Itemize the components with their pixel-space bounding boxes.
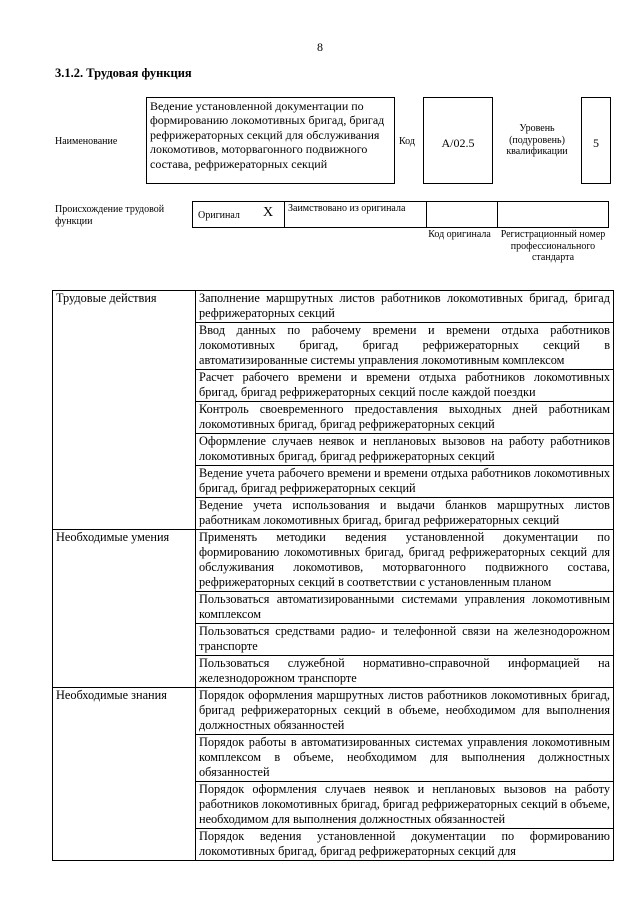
table-row: [53, 530, 614, 592]
function-details-table: [52, 290, 614, 861]
level-value-box: 5: [581, 97, 611, 184]
description-cell: Ведение учета использования и выдачи бланков маршрутных листов работникам локомотивных бригад, бригад рефрижераторных секций: [196, 498, 614, 530]
category-cell: Трудовые действия: [53, 291, 196, 530]
description-cell: Порядок оформления маршрутных листов работников локомотивных бригад, бригад рефрижераторных секций в объеме, необходимом для выполнения должностных обязанностей: [196, 688, 614, 735]
name-label: Наименование: [55, 136, 118, 147]
reg-number-caption: Регистрационный номер профессионального стандарта: [500, 229, 606, 263]
reg-number-cell: [497, 202, 609, 227]
origin-row: [192, 201, 609, 228]
origin-label: Происхождение трудовой функции: [55, 204, 165, 227]
description-cell: Применять методики ведения установленной документации по формированию локомотивных бригад, бригад рефрижераторных секций для обслуживания локомотивов, моторвагонного подвижного состава, рефрижераторных секций в соответствии с установленным планом: [196, 530, 614, 592]
description-cell: Ввод данных по рабочему времени и времени отдыха работников локомотивных бригад, бригад рефрижераторных секций в автоматизированные системы управления локомотивным комплексом: [196, 323, 614, 370]
description-cell: Оформление случаев неявок и неплановых вызовов на работу работников локомотивных бригад, бригад рефрижераторных секций: [196, 434, 614, 466]
function-name-box: Ведение установленной документации по формированию локомотивных бригад, бригад рефрижераторных секций для обслуживания локомотивов, моторвагонного подвижного состава, рефрижераторных секций: [146, 97, 395, 184]
description-cell: Порядок оформления случаев неявок и неплановых вызовов на работу работников локомотивных бригад, бригад рефрижераторных секций в объеме, необходимом для выполнения должностных обязанностей: [196, 782, 614, 829]
code-original-cell: [426, 202, 497, 227]
description-cell: Пользоваться средствами радио- и телефонной связи на железнодорожном транспорте: [196, 624, 614, 656]
original-label: Оригинал: [192, 202, 252, 227]
description-cell: Порядок работы в автоматизированных системах управления локомотивным комплексом в объеме, необходимом для выполнения должностных обязанностей: [196, 735, 614, 782]
description-cell: Расчет рабочего времени и времени отдыха работников локомотивных бригад, бригад рефрижераторных секций после каждой поездки: [196, 370, 614, 402]
description-cell: Контроль своевременного предоставления выходных дней работникам локомотивных бригад, бригад рефрижераторных секций: [196, 402, 614, 434]
code-original-caption: Код оригинала: [428, 229, 491, 240]
description-cell: Пользоваться автоматизированными системами управления локомотивным комплексом: [196, 592, 614, 624]
page-number: 8: [317, 40, 323, 54]
code-value-box: A/02.5: [423, 97, 493, 184]
description-cell: Пользоваться служебной нормативно-справочной информацией на железнодорожном транспорте: [196, 656, 614, 688]
description-cell: Ведение учета рабочего времени и времени отдыха работников локомотивных бригад, бригад рефрижераторных секций: [196, 466, 614, 498]
code-label: Код: [399, 136, 415, 147]
table-row: [53, 688, 614, 735]
category-cell: Необходимые умения: [53, 530, 196, 688]
category-cell: Необходимые знания: [53, 688, 196, 861]
section-title: 3.1.2. Трудовая функция: [55, 66, 192, 80]
borrowed-label: Заимствовано из оригинала: [284, 202, 426, 227]
original-mark: X: [262, 205, 274, 220]
description-cell: Порядок ведения установленной документации по формированию локомотивных бригад, бригад рефрижераторных секций для: [196, 829, 614, 861]
description-cell: Заполнение маршрутных листов работников локомотивных бригад, бригад рефрижераторных секций: [196, 291, 614, 323]
level-label: Уровень (подуровень) квалификации: [506, 123, 568, 157]
table-row: [53, 291, 614, 323]
